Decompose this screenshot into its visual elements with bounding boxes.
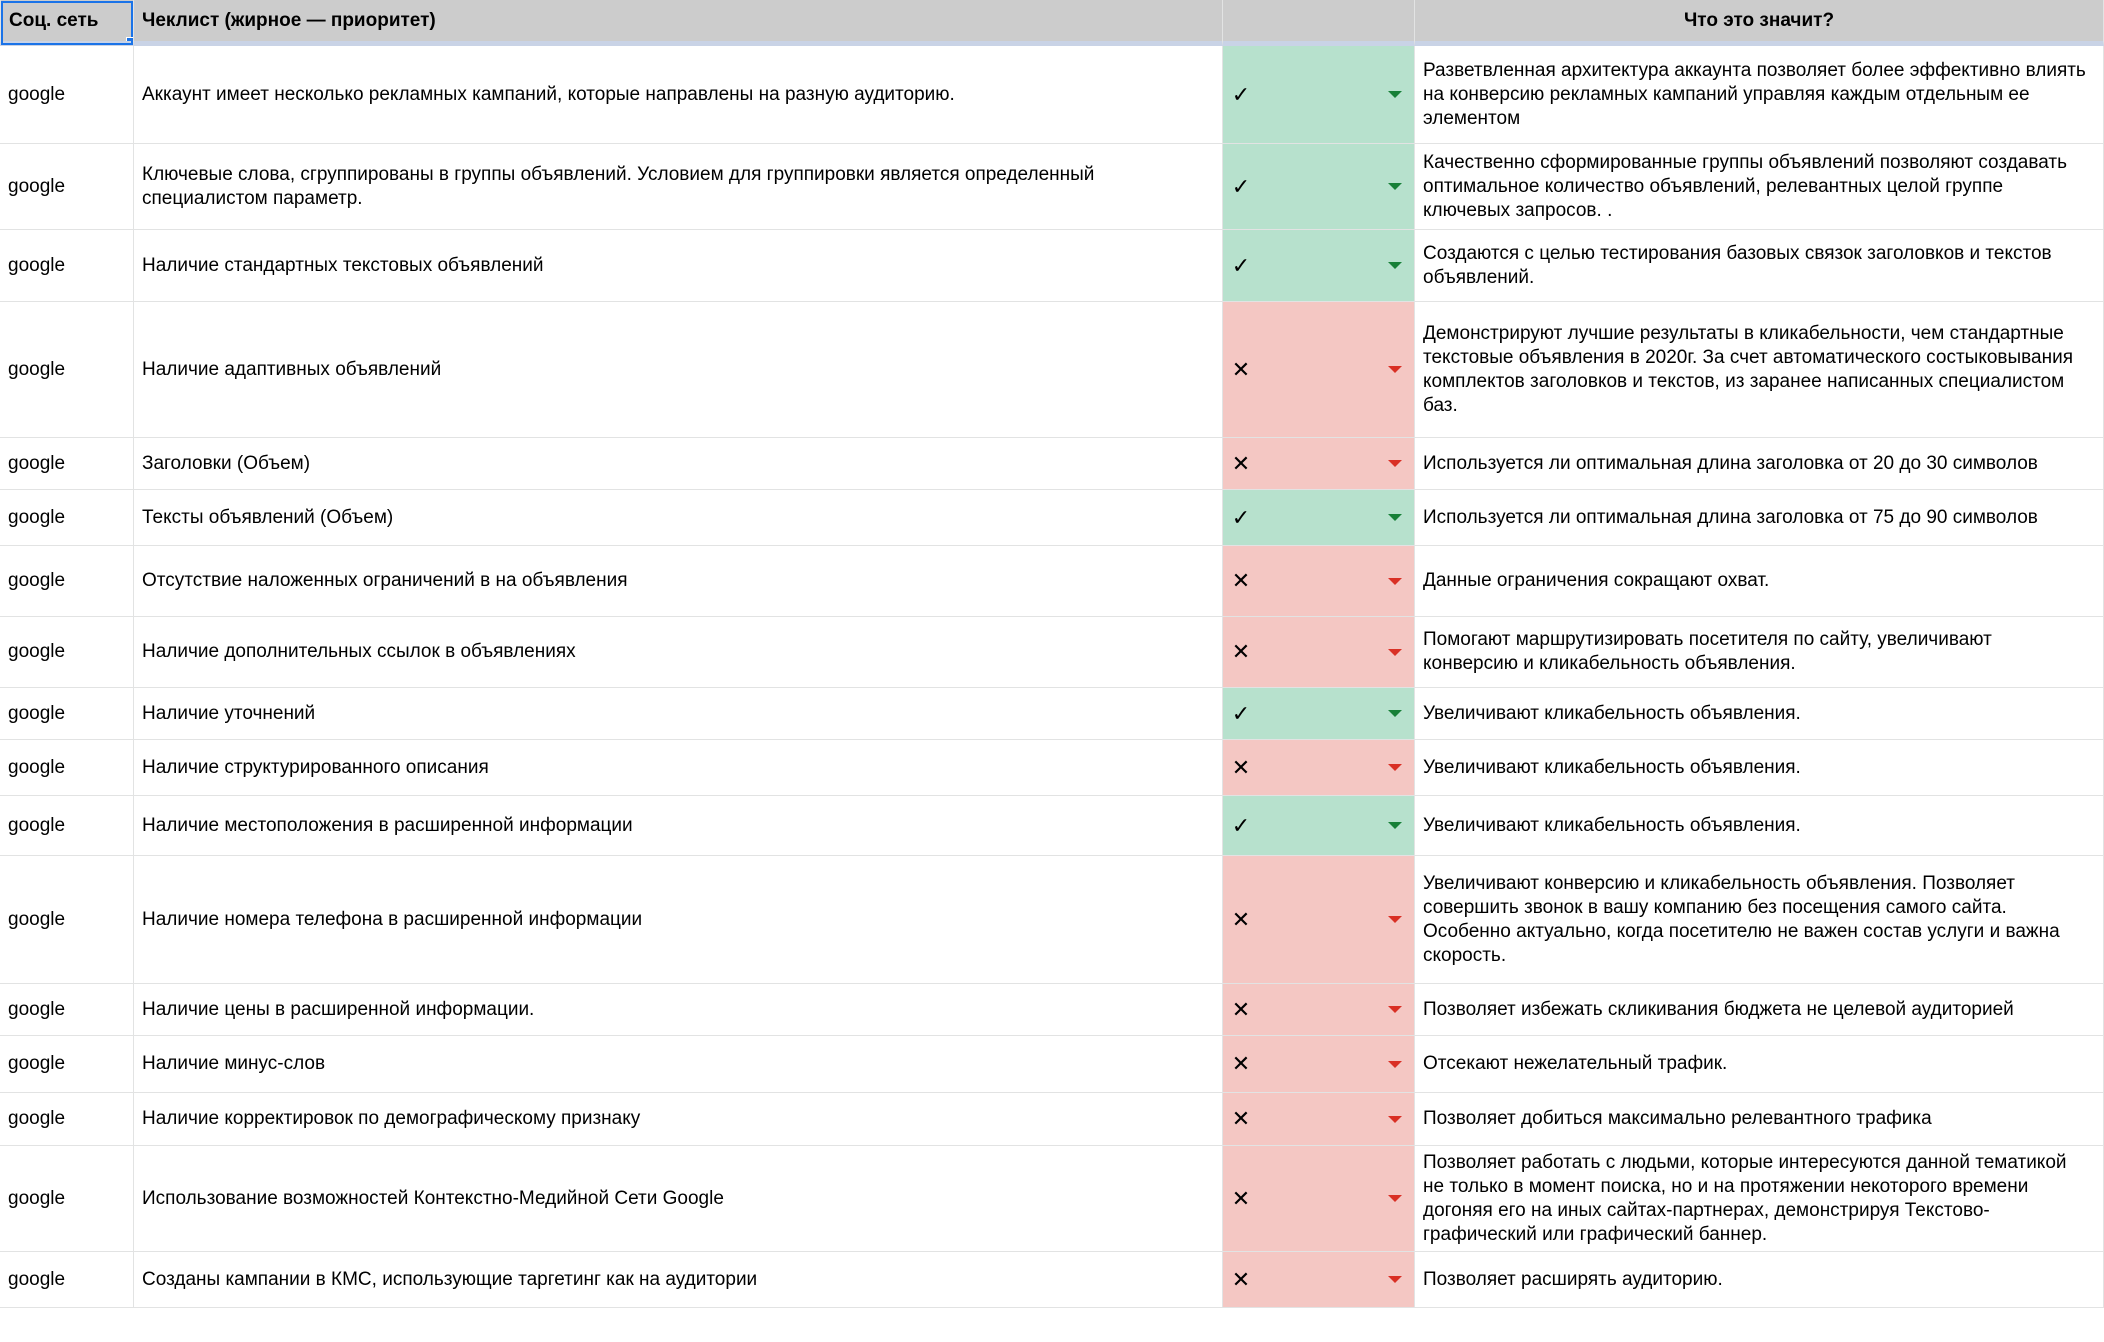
meaning-text: Качественно сформированные группы объявлений позволяют создавать оптимальное количество объявлений, релевантных целой группе ключевых запросов. .: [1423, 151, 2067, 221]
checklist-item-text: Наличие местоположения в расширенной информации: [142, 814, 633, 836]
meaning-text: Используется ли оптимальная длина заголовка от 75 до 90 символов: [1423, 506, 2038, 528]
cell-meaning[interactable]: [1415, 617, 2104, 688]
dropdown-arrow-icon[interactable]: [1388, 649, 1402, 656]
network-text: google: [8, 756, 66, 778]
status-dropdown[interactable]: [1223, 46, 1415, 144]
checkmark-icon: ✓: [1231, 173, 1251, 199]
cell-checklist-item[interactable]: [134, 302, 1223, 438]
network-text: google: [8, 1108, 66, 1129]
network-text: google: [8, 570, 66, 591]
dropdown-arrow-icon[interactable]: [1388, 1276, 1402, 1283]
selection-fill-handle[interactable]: [126, 37, 134, 46]
meaning-text: Увеличивают кликабельность объявления.: [1423, 814, 1801, 836]
cell-meaning[interactable]: [1415, 1093, 2104, 1146]
dropdown-arrow-icon[interactable]: [1388, 460, 1402, 467]
checklist-item-text: Наличие цены в расширенной информации.: [142, 998, 535, 1020]
checklist-item-text: Наличие уточнений: [142, 702, 316, 724]
header-cell-meaning[interactable]: [1415, 0, 2104, 46]
status-dropdown[interactable]: [1223, 688, 1415, 740]
checklist-item-text: Наличие стандартных текстовых объявлений: [142, 254, 544, 276]
cross-icon: ✕: [1231, 996, 1251, 1022]
checkmark-icon: ✓: [1231, 504, 1251, 530]
cell-meaning[interactable]: [1415, 144, 2104, 230]
cell-meaning[interactable]: [1415, 302, 2104, 438]
cell-meaning[interactable]: [1415, 1036, 2104, 1093]
network-text: google: [8, 702, 66, 724]
cell-checklist-item[interactable]: [134, 856, 1223, 984]
cell-network[interactable]: [0, 856, 134, 984]
cell-meaning[interactable]: [1415, 856, 2104, 984]
cell-checklist-item[interactable]: [134, 490, 1223, 546]
cell-checklist-item[interactable]: [134, 1036, 1223, 1093]
status-dropdown[interactable]: [1223, 438, 1415, 490]
cross-icon: ✕: [1231, 906, 1251, 932]
cell-network[interactable]: [0, 438, 134, 490]
checklist-item-text: Тексты объявлений (Объем): [142, 506, 394, 528]
cross-icon: ✕: [1231, 1106, 1251, 1131]
cell-network[interactable]: [0, 617, 134, 688]
cell-checklist-item[interactable]: [134, 144, 1223, 230]
network-text: google: [8, 998, 66, 1020]
checklist-item-text: Аккаунт имеет несколько рекламных кампаний, которые направлены на разную аудиторию.: [142, 83, 955, 105]
checklist-item-text: Ключевые слова, сгруппированы в группы объявлений. Условием для группировки является определенный специалистом параметр.: [142, 163, 1095, 209]
cell-network[interactable]: [0, 1093, 134, 1146]
cell-checklist-item[interactable]: [134, 1146, 1223, 1252]
cell-meaning[interactable]: [1415, 546, 2104, 617]
cross-icon: ✕: [1231, 568, 1251, 593]
status-dropdown[interactable]: [1223, 856, 1415, 984]
checklist-item-text: Наличие корректировок по демографическому признаку: [142, 1108, 641, 1129]
cell-checklist-item[interactable]: [134, 796, 1223, 856]
checklist-item-text: Созданы кампании в КМС, использующие таргетинг как на аудитории: [142, 1268, 758, 1290]
header-meaning-label: Что это значит?: [1683, 9, 1835, 31]
dropdown-arrow-icon[interactable]: [1388, 183, 1402, 190]
cell-checklist-item[interactable]: [134, 1093, 1223, 1146]
dropdown-arrow-icon[interactable]: [1388, 262, 1402, 269]
cell-meaning[interactable]: [1415, 230, 2104, 302]
status-dropdown[interactable]: [1223, 490, 1415, 546]
cell-meaning[interactable]: [1415, 688, 2104, 740]
dropdown-arrow-icon[interactable]: [1388, 514, 1402, 521]
meaning-text: Позволяет работать с людьми, которые интересуются данной тематикой не только в момент поиска, но и на протяжении некоторого времени догоняя его на иных сайтах-партнерах, демонстрируя Текстово-графический или графический баннер.: [1423, 1151, 2067, 1245]
cell-meaning[interactable]: [1415, 46, 2104, 144]
network-text: google: [8, 814, 66, 836]
cell-network[interactable]: [0, 688, 134, 740]
checklist-item-text: Наличие адаптивных объявлений: [142, 358, 442, 380]
dropdown-arrow-icon[interactable]: [1388, 1116, 1402, 1123]
header-cell-checklist[interactable]: [134, 0, 1223, 46]
meaning-text: Разветвленная архитектура аккаунта позволяет более эффективно влиять на конверсию рекламных кампаний управляя каждым отдельным ее элементом: [1423, 59, 2086, 129]
cell-meaning[interactable]: [1415, 438, 2104, 490]
cell-checklist-item[interactable]: [134, 688, 1223, 740]
dropdown-arrow-icon[interactable]: [1388, 710, 1402, 717]
status-dropdown[interactable]: [1223, 740, 1415, 796]
checklist-item-text: Наличие дополнительных ссылок в объявлениях: [142, 641, 576, 662]
cell-meaning[interactable]: [1415, 984, 2104, 1036]
cell-network[interactable]: [0, 546, 134, 617]
meaning-text: Помогают маршрутизировать посетителя по сайту, увеличивают конверсию и кликабельность объявления.: [1423, 629, 1992, 674]
checkmark-icon: ✓: [1231, 700, 1251, 726]
cell-network[interactable]: [0, 144, 134, 230]
checklist-item-text: Использование возможностей Контекстно-Медийной Сети Google: [142, 1187, 724, 1209]
cross-icon: ✕: [1231, 639, 1251, 664]
meaning-text: Увеличивают конверсию и кликабельность объявления. Позволяет совершить звонок в вашу компанию без посещения самого сайта. Особенно актуально, когда посетителю не важен состав услуги и важна скорость.: [1423, 872, 2060, 966]
meaning-text: Увеличивают кликабельность объявления.: [1423, 702, 1801, 724]
cross-icon: ✕: [1231, 450, 1251, 476]
dropdown-arrow-icon[interactable]: [1388, 916, 1402, 923]
cell-network[interactable]: [0, 46, 134, 144]
status-dropdown[interactable]: [1223, 302, 1415, 438]
network-text: google: [8, 83, 66, 105]
cell-network[interactable]: [0, 490, 134, 546]
dropdown-arrow-icon[interactable]: [1388, 578, 1402, 585]
network-text: google: [8, 908, 66, 930]
cross-icon: ✕: [1231, 754, 1251, 780]
cross-icon: ✕: [1231, 1185, 1251, 1211]
dropdown-arrow-icon[interactable]: [1388, 822, 1402, 829]
cell-checklist-item[interactable]: [134, 984, 1223, 1036]
network-text: google: [8, 1268, 66, 1290]
cell-checklist-item[interactable]: [134, 546, 1223, 617]
dropdown-arrow-icon[interactable]: [1388, 91, 1402, 98]
checkmark-icon: ✓: [1231, 252, 1251, 278]
cross-icon: ✕: [1231, 1266, 1251, 1292]
cell-checklist-item[interactable]: [134, 230, 1223, 302]
cell-checklist-item[interactable]: [134, 46, 1223, 144]
cross-icon: ✕: [1231, 1051, 1251, 1076]
network-text: google: [8, 175, 66, 197]
header-checklist-label: Чеклист (жирное — приоритет): [142, 9, 436, 31]
cell-checklist-item[interactable]: [134, 438, 1223, 490]
status-dropdown[interactable]: [1223, 1252, 1415, 1308]
dropdown-arrow-icon[interactable]: [1388, 366, 1402, 373]
dropdown-arrow-icon[interactable]: [1388, 1061, 1402, 1068]
network-text: google: [8, 1187, 66, 1209]
checklist-item-text: Наличие структурированного описания: [142, 756, 489, 778]
meaning-text: Позволяет избежать скликивания бюджета не целевой аудиторией: [1423, 998, 2014, 1020]
network-text: google: [8, 506, 66, 528]
header-cell-network[interactable]: [0, 0, 134, 46]
checkmark-icon: ✓: [1231, 81, 1251, 107]
status-dropdown[interactable]: [1223, 1146, 1415, 1252]
status-dropdown[interactable]: [1223, 144, 1415, 230]
status-dropdown[interactable]: [1223, 984, 1415, 1036]
dropdown-arrow-icon[interactable]: [1388, 1006, 1402, 1013]
cell-network[interactable]: [0, 984, 134, 1036]
cell-meaning[interactable]: [1415, 740, 2104, 796]
cell-network[interactable]: [0, 1252, 134, 1308]
header-network-label: Соц. сеть: [9, 9, 99, 31]
cross-icon: ✕: [1231, 356, 1251, 382]
meaning-text: Отсекают нежелательный трафик.: [1423, 1053, 1728, 1074]
cell-network[interactable]: [0, 796, 134, 856]
status-dropdown[interactable]: [1223, 546, 1415, 617]
meaning-text: Демонстрируют лучшие результаты в кликабельности, чем стандартные текстовые объявления в 2020г. За счет автоматического состыковывания комплектов заголовков и текстов, из заранее написанных специалистом баз.: [1423, 322, 2073, 416]
checklist-item-text: Отсутствие наложенных ограничений в на объявления: [142, 570, 628, 591]
cell-checklist-item[interactable]: [134, 1252, 1223, 1308]
network-text: google: [8, 452, 66, 474]
network-text: google: [8, 358, 66, 380]
checklist-item-text: Наличие номера телефона в расширенной информации: [142, 908, 643, 930]
cell-meaning[interactable]: [1415, 796, 2104, 856]
header-cell-status[interactable]: [1223, 0, 1415, 46]
dropdown-arrow-icon[interactable]: [1388, 1195, 1402, 1202]
cell-meaning[interactable]: [1415, 1146, 2104, 1252]
cell-checklist-item[interactable]: [134, 740, 1223, 796]
meaning-text: Увеличивают кликабельность объявления.: [1423, 756, 1801, 778]
cell-network[interactable]: [0, 302, 134, 438]
checklist-item-text: Наличие минус-слов: [142, 1053, 326, 1074]
meaning-text: Данные ограничения сокращают охват.: [1423, 570, 1770, 591]
cell-checklist-item[interactable]: [134, 617, 1223, 688]
cell-network[interactable]: [0, 1036, 134, 1093]
meaning-text: Позволяет добиться максимально релевантного трафика: [1423, 1108, 1932, 1129]
network-text: google: [8, 641, 66, 662]
cell-network[interactable]: [0, 230, 134, 302]
meaning-text: Позволяет расширять аудиторию.: [1423, 1268, 1723, 1290]
cell-meaning[interactable]: [1415, 1252, 2104, 1308]
cell-network[interactable]: [0, 740, 134, 796]
network-text: google: [8, 1053, 66, 1074]
status-dropdown[interactable]: [1223, 617, 1415, 688]
meaning-text: Создаются с целью тестирования базовых связок заголовков и текстов объявлений.: [1423, 242, 2052, 288]
checklist-item-text: Заголовки (Объем): [142, 452, 311, 474]
status-dropdown[interactable]: [1223, 1093, 1415, 1146]
status-dropdown[interactable]: [1223, 796, 1415, 856]
status-dropdown[interactable]: [1223, 1036, 1415, 1093]
meaning-text: Используется ли оптимальная длина заголовка от 20 до 30 символов: [1423, 452, 2038, 474]
checkmark-icon: ✓: [1231, 812, 1251, 838]
status-dropdown[interactable]: [1223, 230, 1415, 302]
network-text: google: [8, 254, 66, 276]
cell-meaning[interactable]: [1415, 490, 2104, 546]
cell-network[interactable]: [0, 1146, 134, 1252]
dropdown-arrow-icon[interactable]: [1388, 764, 1402, 771]
